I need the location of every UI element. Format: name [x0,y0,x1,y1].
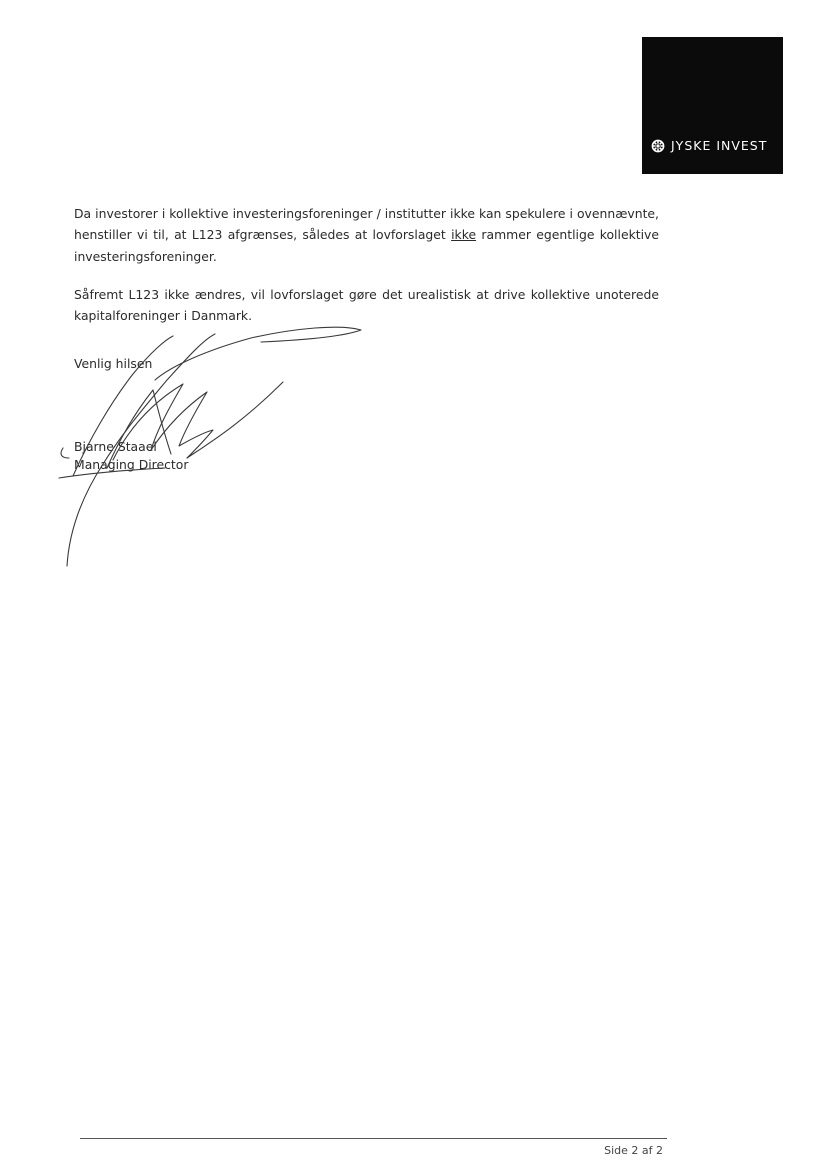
jyske-emblem-icon [651,139,665,153]
paragraph-consequence: Såfremt L123 ikke ændres, vil lovforslaget gøre det urealistisk at drive kollektive unoterede kapitalforeninger i Danmark. [74,287,659,324]
signatory-name: Bjarne Staael [74,439,157,454]
paragraph-request-end: rammer egentlige kollektive investeringsforeninger. [74,227,660,264]
jyske-invest-logo [642,37,783,174]
page-number: Side 2 af 2 [604,1144,663,1157]
logo-text: JYSKE INVEST [671,138,768,153]
handwritten-signature [55,318,365,568]
emphasis-ikke: ikke [451,227,477,243]
closing-greeting: Venlig hilsen [74,356,153,371]
paragraph-request-start: Da investorer i kollektive investeringsforeninger / institutter ikke kan spekulere i ovennævnte, henstiller vi til, at L123 afgrænses, således at lovforslaget [74,206,659,243]
footer-rule [80,1138,667,1139]
signatory-title: Managing Director [74,457,189,472]
paragraph-request [74,203,659,267]
logo-row [651,138,767,153]
